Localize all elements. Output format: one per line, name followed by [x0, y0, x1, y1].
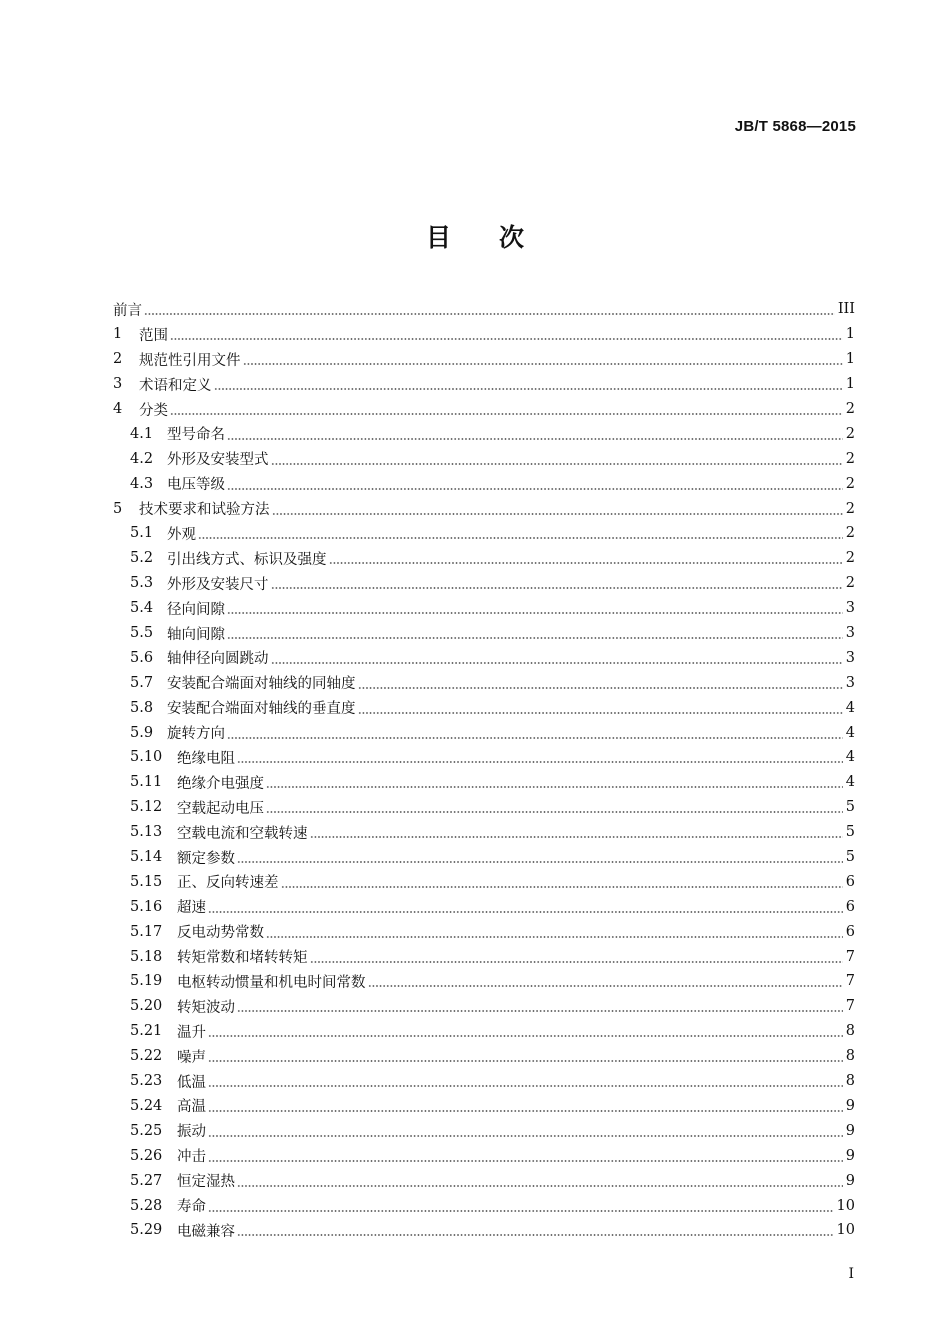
toc-leader-dots: [368, 985, 843, 987]
toc-leader-dots: [208, 1110, 843, 1112]
toc-entry-page: 2: [845, 575, 855, 592]
toc-leader-dots: [272, 513, 843, 515]
toc-entry-title: 温升: [177, 1024, 206, 1041]
toc-leader-dots: [266, 811, 843, 813]
toc-entry-title: 旋转方向: [167, 726, 225, 743]
toc-entry-number: 5.27: [130, 1172, 163, 1189]
toc-entry-title: 外形及安装尺寸: [167, 576, 269, 593]
toc-entry-page: 2: [845, 401, 855, 417]
toc-leader-dots: [170, 338, 843, 340]
toc-entry-title: 反电动势常数: [177, 925, 264, 942]
toc-entry[interactable]: [113, 521, 855, 546]
toc-entry[interactable]: [113, 1193, 855, 1218]
toc-entry-number: 4.3: [130, 475, 154, 492]
toc-leader-dots: [208, 1060, 843, 1062]
toc-entry-number: 5.10: [130, 749, 163, 766]
toc-entry[interactable]: [113, 820, 855, 845]
toc-entry-number: 5.4: [130, 600, 154, 617]
toc-entry[interactable]: [113, 1019, 855, 1044]
toc-entry[interactable]: [113, 944, 855, 969]
toc-leader-dots: [208, 1135, 843, 1137]
toc-entry-page: 7: [845, 998, 855, 1015]
toc-entry[interactable]: [113, 969, 855, 994]
toc-entry-title: 电磁兼容: [177, 1223, 235, 1240]
toc-entry[interactable]: [113, 471, 855, 496]
toc-leader-dots: [329, 562, 843, 564]
toc-leader-dots: [266, 786, 843, 788]
toc-entry-title: 空载起动电压: [177, 800, 264, 817]
toc-entry[interactable]: [113, 1143, 855, 1168]
toc-leader-dots: [310, 961, 843, 963]
toc-entry-page: III: [837, 301, 855, 318]
toc-entry-page: 3: [845, 625, 855, 642]
toc-entry-page: 6: [845, 898, 855, 915]
page-number: I: [848, 1266, 854, 1282]
toc-entry-title: 安装配合端面对轴线的同轴度: [167, 676, 356, 693]
toc-entry[interactable]: [113, 496, 855, 521]
toc-entry-page: 4: [845, 774, 855, 791]
toc-entry-page: 3: [845, 674, 855, 691]
toc-entry-title: 噪声: [177, 1049, 206, 1066]
toc-entry-number: 5.16: [130, 898, 163, 915]
toc-leader-dots: [227, 637, 843, 639]
toc-entry[interactable]: [113, 571, 855, 596]
toc-leader-dots: [266, 936, 843, 938]
toc-leader-dots: [358, 687, 843, 689]
toc-entry[interactable]: [113, 919, 855, 944]
toc-entry-title: 安装配合端面对轴线的垂直度: [167, 701, 356, 718]
toc-entry-title: 规范性引用文件: [139, 352, 241, 369]
toc-entry-page: 8: [845, 1073, 855, 1090]
toc-entry[interactable]: [113, 670, 855, 695]
toc-entry-title: 术语和定义: [139, 377, 212, 394]
toc-entry[interactable]: [113, 1044, 855, 1069]
toc-leader-dots: [198, 537, 843, 539]
toc-leader-dots: [227, 438, 843, 440]
toc-entry-number: 5.20: [130, 998, 163, 1015]
toc-leader-dots: [227, 612, 843, 614]
toc-leader-dots: [237, 761, 843, 763]
toc-entry[interactable]: [113, 645, 855, 670]
toc-entry[interactable]: [113, 1168, 855, 1193]
toc-entry-number: 4: [113, 401, 123, 417]
toc-entry-page: 5: [845, 849, 855, 866]
toc-entry-title: 绝缘电阻: [177, 750, 235, 767]
toc-entry-title: 额定参数: [177, 850, 235, 867]
toc-entry[interactable]: [113, 621, 855, 646]
toc-leader-dots: [271, 662, 843, 664]
toc-entry[interactable]: [113, 1094, 855, 1119]
toc-entry-page: 8: [845, 1048, 855, 1065]
toc-entry-title: 电枢转动惯量和机电时间常数: [177, 974, 366, 991]
toc-entry-title: 轴向间隙: [167, 626, 225, 643]
toc-entry-title: 高温: [177, 1099, 206, 1116]
toc-entry-page: 1: [845, 376, 855, 393]
toc-entry[interactable]: [113, 894, 855, 919]
toc-entry-page: 9: [845, 1172, 855, 1189]
toc-leader-dots: [144, 313, 835, 315]
toc-entry-number: 4.1: [130, 425, 154, 442]
toc-entry-page: 1: [845, 326, 855, 343]
toc-entry[interactable]: [113, 695, 855, 720]
toc-entry-page: 4: [845, 699, 855, 716]
toc-entry-title: 寿命: [177, 1199, 206, 1215]
toc-leader-dots: [208, 1085, 843, 1087]
toc-entry-number: 5.2: [130, 550, 154, 567]
toc-entry[interactable]: [113, 397, 855, 422]
toc-leader-dots: [227, 737, 843, 739]
toc-entry-title: 低温: [177, 1074, 206, 1091]
toc-entry[interactable]: [113, 421, 855, 446]
toc-entry-page: 9: [845, 1097, 855, 1114]
toc-entry-number: 2: [113, 351, 123, 368]
page-title: 目次: [425, 223, 572, 252]
toc-entry-number: 5.8: [130, 699, 154, 716]
toc-entry-number: 5.6: [130, 649, 154, 666]
toc-leader-dots: [237, 1010, 843, 1012]
toc-entry-number: 5.12: [130, 799, 163, 816]
toc-leader-dots: [237, 861, 843, 863]
toc-entry-title: 径向间隙: [167, 601, 225, 618]
toc-entry-title: 技术要求和试验方法: [139, 502, 270, 519]
toc-entry-number: 5.18: [130, 948, 163, 965]
toc-entry-number: 5.23: [130, 1073, 163, 1090]
toc-entry[interactable]: [113, 1069, 855, 1094]
toc-entry-page: 2: [845, 450, 855, 467]
toc-entry[interactable]: [113, 347, 855, 372]
toc-entry[interactable]: [113, 745, 855, 770]
toc-leader-dots: [208, 911, 843, 913]
toc-leader-dots: [208, 1210, 834, 1212]
toc-entry[interactable]: [113, 322, 855, 347]
toc-entry-title: 超速: [177, 900, 206, 917]
toc-entry-number: 5.7: [130, 674, 154, 691]
toc-entry-page: 1: [845, 351, 855, 368]
toc-entry[interactable]: [113, 546, 855, 571]
toc-entry-page: 9: [845, 1147, 855, 1164]
toc-entry-number: 5.25: [130, 1122, 163, 1139]
toc-entry[interactable]: [113, 372, 855, 397]
toc-entry[interactable]: [113, 1218, 855, 1243]
toc-entry[interactable]: [113, 446, 855, 471]
toc-leader-dots: [243, 363, 843, 365]
toc-entry-page: 8: [845, 1023, 855, 1040]
toc-entry-page: 10: [836, 1197, 855, 1214]
toc-entry-page: 3: [845, 600, 855, 617]
toc-entry-page: 6: [845, 873, 855, 890]
toc-entry-page: 7: [845, 948, 855, 965]
toc-entry-title: 前言: [113, 302, 142, 319]
toc-entry-title: 范围: [139, 327, 168, 344]
toc-entry-number: 5.21: [130, 1023, 163, 1040]
toc-entry-title: 外观: [167, 526, 196, 543]
toc-entry-number: 5.29: [130, 1222, 163, 1239]
toc-entry[interactable]: [113, 845, 855, 870]
toc-leader-dots: [271, 463, 843, 465]
toc-entry-title: 引出线方式、标识及强度: [167, 551, 327, 568]
toc-entry-number: 5.24: [130, 1097, 163, 1114]
toc-entry-title: 绝缘介电强度: [177, 775, 264, 792]
toc-entry-number: 3: [113, 376, 123, 393]
toc-entry-page: 2: [845, 500, 855, 517]
toc-entry-number: 5.15: [130, 873, 163, 890]
table-of-contents: [113, 297, 855, 1243]
toc-entry-page: 3: [845, 649, 855, 666]
toc-leader-dots: [227, 488, 843, 490]
toc-entry-page: 2: [845, 475, 855, 492]
toc-entry-page: 4: [845, 724, 855, 741]
toc-entry-number: 5.1: [130, 525, 154, 542]
toc-entry-title: 轴伸径向圆跳动: [167, 651, 269, 668]
toc-entry-title: 转矩波动: [177, 999, 235, 1016]
toc-entry-page: 5: [845, 824, 855, 841]
toc-leader-dots: [281, 886, 843, 888]
toc-entry-number: 5.14: [130, 849, 163, 866]
toc-entry[interactable]: [113, 869, 855, 894]
toc-entry-title: 振动: [177, 1124, 206, 1141]
toc-leader-dots: [208, 1160, 843, 1162]
toc-leader-dots: [170, 413, 843, 415]
toc-entry-number: 1: [113, 326, 123, 343]
toc-leader-dots: [237, 1185, 843, 1187]
toc-entry-number: 5.26: [130, 1147, 163, 1164]
toc-entry-page: 4: [845, 749, 855, 766]
toc-leader-dots: [214, 388, 843, 390]
toc-entry-title: 恒定湿热: [177, 1174, 235, 1191]
toc-entry-number: 5.13: [130, 824, 163, 841]
toc-leader-dots: [310, 836, 843, 838]
toc-entry-number: 5.19: [130, 973, 163, 990]
toc-entry-page: 5: [845, 799, 855, 816]
toc-leader-dots: [208, 1035, 843, 1037]
toc-entry-number: 5.22: [130, 1048, 163, 1065]
toc-entry-page: 2: [845, 525, 855, 542]
toc-entry-page: 10: [836, 1222, 855, 1239]
toc-entry[interactable]: [113, 1118, 855, 1143]
toc-entry-page: 2: [845, 550, 855, 567]
toc-entry-number: 5.28: [130, 1197, 163, 1214]
toc-entry-title: 分类: [139, 402, 168, 419]
toc-entry-number: 5: [113, 500, 123, 517]
toc-entry-number: 5.11: [130, 774, 163, 791]
toc-leader-dots: [358, 712, 843, 714]
standard-number: JB/T 5868—2015: [734, 118, 856, 135]
toc-entry-number: 4.2: [130, 450, 154, 467]
toc-entry-number: 5.3: [130, 575, 154, 592]
toc-entry-title: 外形及安装型式: [167, 452, 269, 469]
toc-entry-title: 转矩常数和堵转转矩: [177, 950, 308, 967]
toc-entry-title: 正、反向转速差: [177, 875, 279, 892]
toc-entry-title: 空载电流和空载转速: [177, 825, 308, 842]
toc-entry[interactable]: [113, 994, 855, 1019]
toc-entry-page: 6: [845, 923, 855, 940]
toc-entry[interactable]: [113, 720, 855, 745]
toc-entry-page: 2: [845, 425, 855, 442]
toc-entry-page: 9: [845, 1122, 855, 1139]
toc-entry-page: 7: [845, 973, 855, 990]
toc-leader-dots: [237, 1234, 834, 1236]
toc-leader-dots: [271, 587, 843, 589]
toc-entry-number: 5.9: [130, 724, 154, 741]
toc-entry-title: 冲击: [177, 1149, 206, 1166]
toc-entry-title: 型号命名: [167, 427, 225, 444]
toc-entry-title: 电压等级: [167, 477, 225, 494]
toc-entry[interactable]: [113, 297, 855, 322]
toc-entry[interactable]: [113, 770, 855, 795]
toc-entry[interactable]: [113, 596, 855, 621]
toc-entry[interactable]: [113, 795, 855, 820]
toc-entry-number: 5.17: [130, 923, 163, 940]
toc-entry-number: 5.5: [130, 625, 154, 642]
